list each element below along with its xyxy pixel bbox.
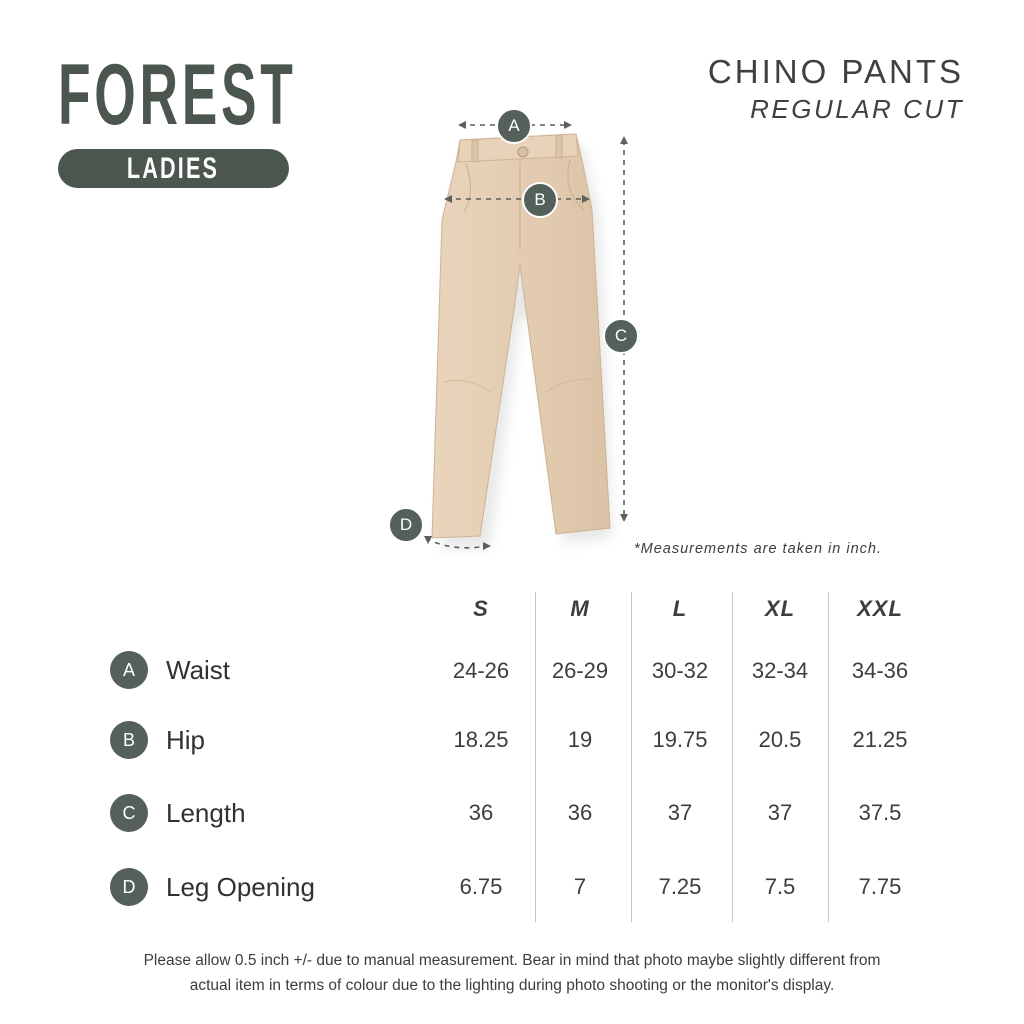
table-cell: 36 (468, 800, 494, 825)
size-table (0, 590, 1024, 926)
table-cell: 20.5 (758, 727, 802, 752)
measurement-note: *Measurements are taken in inch. (634, 541, 882, 557)
table-cell: 7.25 (658, 874, 702, 899)
marker-d: D (388, 507, 424, 543)
row-badge: D (110, 868, 148, 906)
brand-logo (58, 47, 297, 185)
row-label-length (110, 794, 246, 832)
row-label-leg-opening (110, 868, 315, 906)
row-label-hip (110, 721, 205, 759)
column-divider (732, 592, 733, 922)
marker-b: B (522, 182, 558, 218)
table-cell: 30-32 (651, 658, 709, 683)
brand-name: FOREST (58, 47, 297, 143)
size-header-xxl: XXL (857, 596, 903, 621)
table-cell: 37 (667, 800, 693, 825)
table-cell: 7.5 (764, 874, 796, 899)
table-cell: 19 (567, 727, 593, 752)
disclaimer (60, 948, 964, 998)
row-label-text: Length (166, 797, 246, 828)
marker-a: A (496, 108, 532, 144)
row-badge: B (110, 721, 148, 759)
table-cell: 37.5 (858, 800, 902, 825)
table-cell: 26-29 (551, 658, 609, 683)
table-cell: 37 (767, 800, 793, 825)
brand-tag: LADIES (127, 151, 220, 185)
row-badge: A (110, 651, 148, 689)
row-label-text: Waist (166, 654, 231, 685)
column-divider (631, 592, 632, 922)
table-cell: 24-26 (452, 658, 510, 683)
pants-figure (380, 100, 660, 570)
table-cell: 32-34 (751, 658, 809, 683)
table-cell: 21.25 (852, 727, 908, 752)
table-cell: 7.75 (858, 874, 902, 899)
disclaimer-line-2: actual item in terms of colour due to the lighting during photo shooting or the monitor's display. (189, 977, 835, 994)
row-label-waist (110, 651, 230, 689)
size-header-xl: XL (764, 596, 796, 621)
size-header-l: L (672, 596, 688, 621)
pants-shape (432, 134, 610, 538)
size-header-m: M (570, 596, 590, 621)
table-cell: 19.75 (652, 727, 708, 752)
row-badge: C (110, 794, 148, 832)
column-divider (535, 592, 536, 922)
table-cell: 34-36 (851, 658, 909, 683)
size-header-s: S (473, 596, 489, 621)
product-subtitle: REGULAR CUT (750, 94, 964, 124)
table-cell: 7 (573, 874, 587, 899)
table-cell: 18.25 (453, 727, 509, 752)
marker-c: C (603, 318, 639, 354)
row-label-text: Hip (166, 724, 206, 755)
product-title-block (708, 52, 964, 126)
table-cell: 6.75 (459, 874, 503, 899)
table-cell: 36 (567, 800, 593, 825)
product-title: CHINO PANTS (707, 53, 964, 90)
row-label-text: Leg Opening (166, 871, 315, 902)
column-divider (828, 592, 829, 922)
brand-tag-pill (58, 149, 289, 188)
disclaimer-line-1: Please allow 0.5 inch +/- due to manual measurement. Bear in mind that photo maybe slightly different from (143, 952, 881, 969)
